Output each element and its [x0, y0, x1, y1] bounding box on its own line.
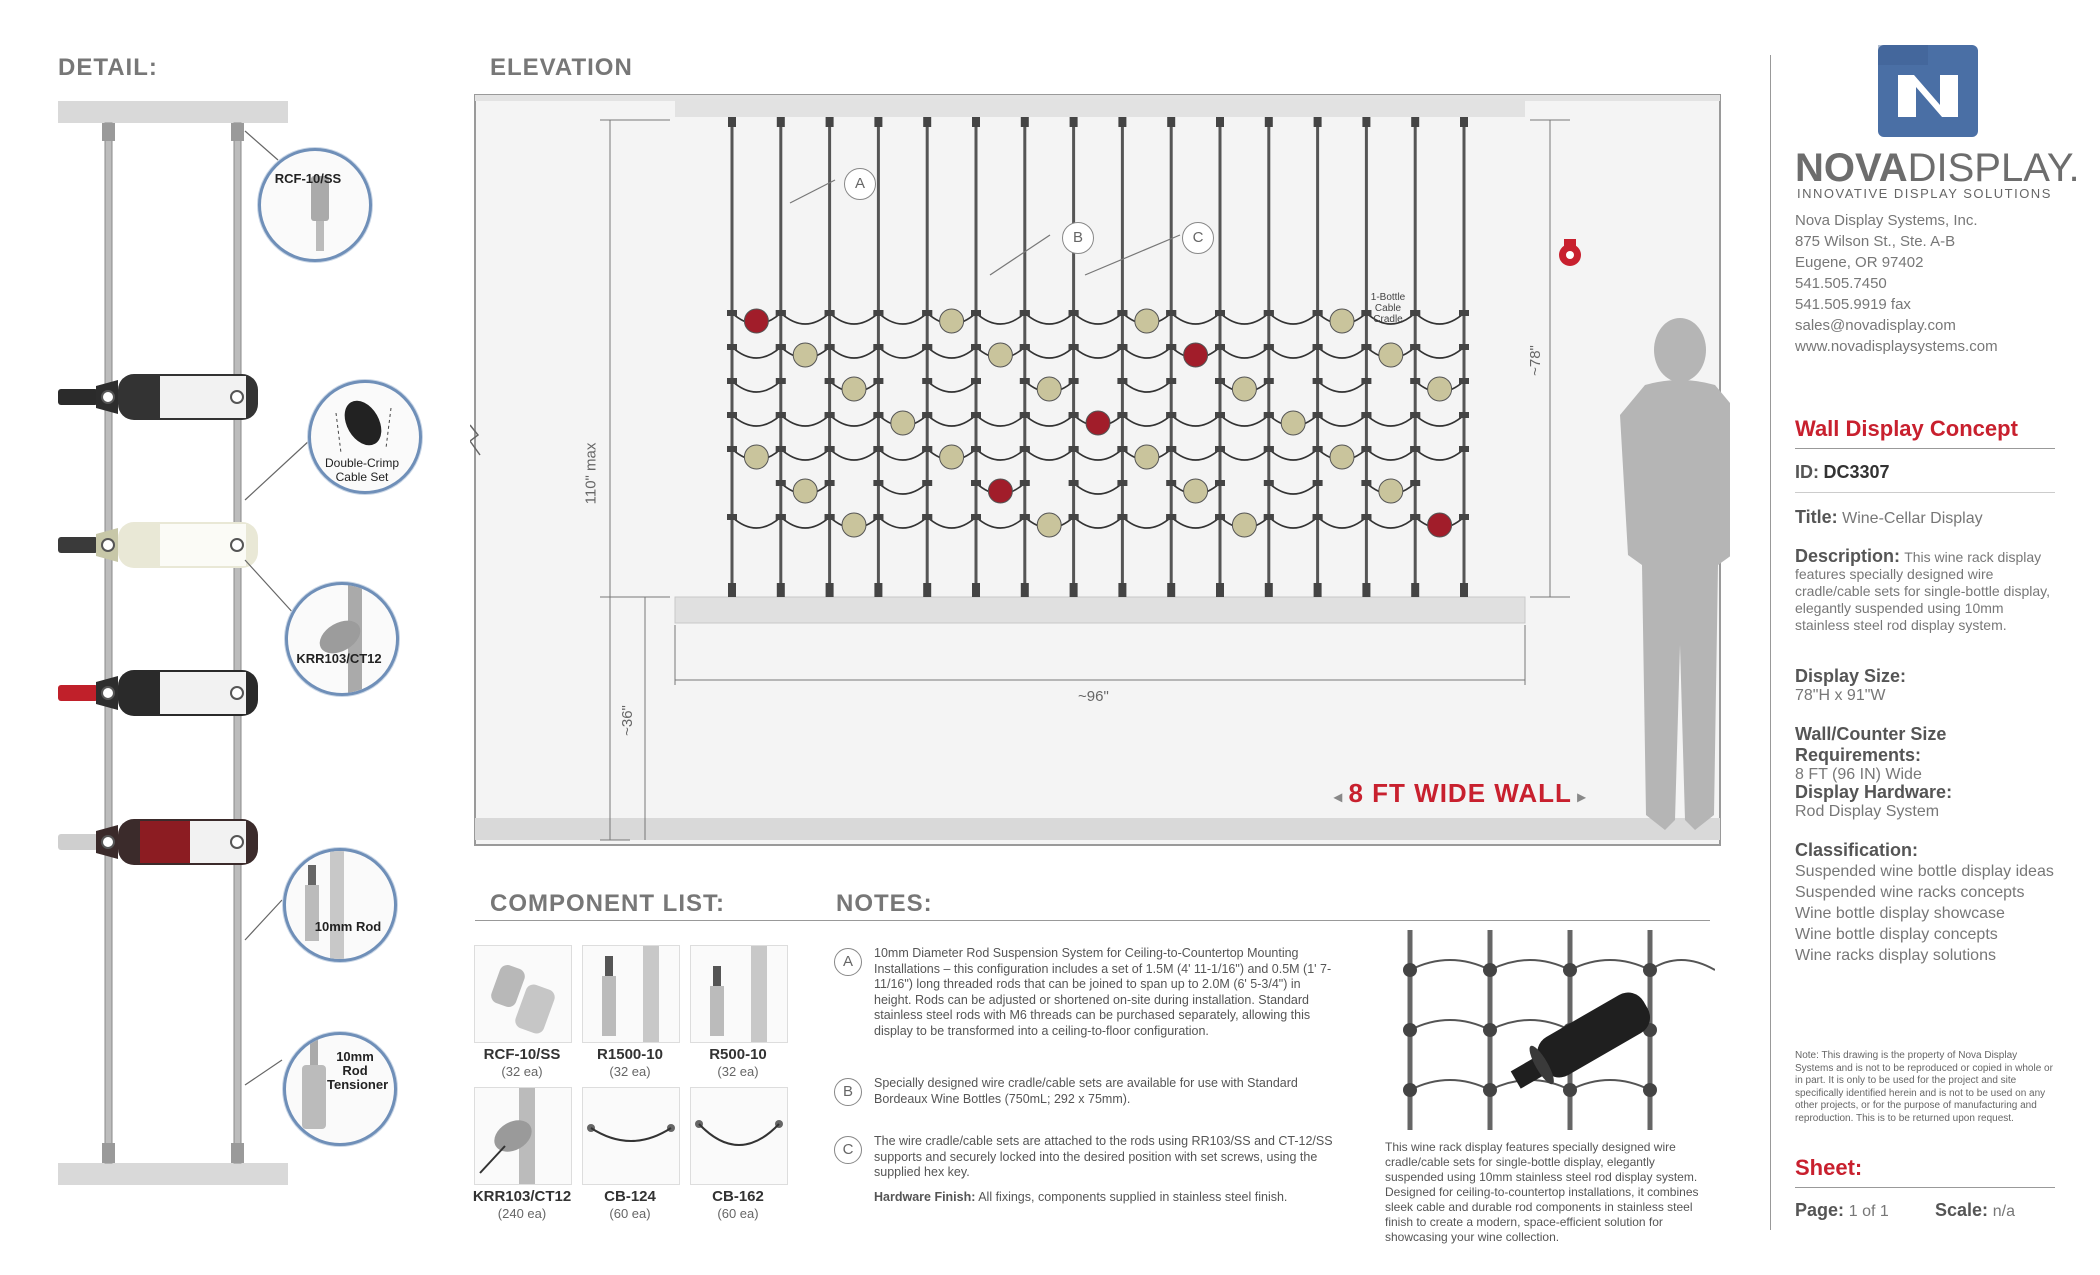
- rod-clamp: [1117, 514, 1127, 520]
- rod-clamp: [1361, 480, 1371, 486]
- bottle-end: [744, 309, 768, 333]
- rod-clamp: [1215, 514, 1225, 520]
- rod-clamp: [1020, 310, 1030, 316]
- description-row: [1795, 548, 2055, 634]
- callout-c: C: [1182, 222, 1214, 254]
- dim-width: ~96": [1078, 688, 1109, 705]
- dim-display-height: ~78": [1526, 345, 1544, 376]
- rod-clamp: [873, 310, 883, 316]
- rod-cap: [1460, 117, 1468, 127]
- component-qty: (60 ea): [717, 1206, 759, 1221]
- rod-clamp: [1361, 446, 1371, 452]
- rod-clamp: [1117, 480, 1127, 486]
- rod-tensioner: [777, 583, 785, 597]
- brand-name-bold: NOVA: [1795, 146, 1908, 190]
- rod-clamp: [1020, 344, 1030, 350]
- rod-clamp: [1410, 480, 1420, 486]
- countertop: [675, 597, 1525, 623]
- wall-value: 8 FT (96 IN) Wide: [1795, 766, 1922, 783]
- bottle-end: [1330, 309, 1354, 333]
- elevation-drawing: [470, 85, 1730, 855]
- component-qty: (32 ea): [501, 1064, 543, 1079]
- rod-clamp: [971, 310, 981, 316]
- rod-clamp: [1313, 378, 1323, 384]
- rod-tensioner: [1216, 583, 1224, 597]
- rod-clamp: [1166, 412, 1176, 418]
- detail-circle-rod: [283, 848, 397, 962]
- rod-clamp: [1069, 412, 1079, 418]
- rod-clamp: [1361, 344, 1371, 350]
- detail-cap: [231, 123, 244, 141]
- concept-title: Wall Display Concept: [1795, 416, 2018, 441]
- component-name: RCF-10/SS: [483, 1046, 561, 1063]
- rod-clamp: [1069, 446, 1079, 452]
- rod-tensioner: [1314, 583, 1322, 597]
- rod-clamp: [1361, 378, 1371, 384]
- component-tile-r1500: [582, 945, 680, 1043]
- rod-cap: [1265, 117, 1273, 127]
- rod-clamp: [1166, 480, 1176, 486]
- size-label: Display Size:: [1795, 666, 1907, 686]
- rod-cap: [972, 117, 980, 127]
- contact-email[interactable]: sales@novadisplay.com: [1795, 317, 1956, 334]
- rod-clamp: [727, 412, 737, 418]
- detail-drawing: [0, 0, 470, 1275]
- bottle-end: [988, 479, 1012, 503]
- scale-label: Scale:: [1935, 1200, 1989, 1220]
- classification-item: Wine racks display solutions: [1795, 947, 1996, 964]
- rod-tensioner: [1021, 583, 1029, 597]
- title-row: [1795, 507, 2055, 528]
- rod-clamp: [1410, 344, 1420, 350]
- rod-clamp: [727, 514, 737, 520]
- rod-clamp: [727, 310, 737, 316]
- component-tile-cb162: [690, 1087, 788, 1185]
- rod-clamp: [1361, 412, 1371, 418]
- detail-ceiling: [58, 101, 288, 123]
- rod-cap: [1411, 117, 1419, 127]
- rod-clamp: [1313, 446, 1323, 452]
- dim-height-max: 110" max: [582, 442, 600, 505]
- rod-clamp: [1313, 310, 1323, 316]
- rod-clamp: [1410, 310, 1420, 316]
- rod-clamp: [1020, 412, 1030, 418]
- component-name: KRR103/CT12: [472, 1188, 572, 1205]
- component-name: R500-10: [709, 1046, 767, 1063]
- component-name: R1500-10: [597, 1046, 663, 1063]
- bottle-end: [1232, 377, 1256, 401]
- bottle-end: [1379, 343, 1403, 367]
- note-badge-c: C: [834, 1136, 862, 1164]
- rod-clamp: [971, 446, 981, 452]
- rod-clamp: [1215, 412, 1225, 418]
- rod-clamp: [1020, 480, 1030, 486]
- rod-clamp: [1020, 446, 1030, 452]
- rod-clamp: [1166, 310, 1176, 316]
- title-value: Wine-Cellar Display: [1842, 510, 1983, 527]
- rod-clamp: [922, 412, 932, 418]
- bottle-end: [1184, 343, 1208, 367]
- rod-clamp: [776, 310, 786, 316]
- rod-cap: [826, 117, 834, 127]
- label-rcf: RCF-10/SS: [274, 171, 342, 186]
- label-rod: 10mm Rod: [314, 919, 382, 934]
- rod-clamp: [922, 344, 932, 350]
- rod-clamp: [1264, 310, 1274, 316]
- rod-clamp: [922, 310, 932, 316]
- component-tile-krr: [474, 1087, 572, 1185]
- rod-clamp: [1215, 310, 1225, 316]
- scale-value: n/a: [1992, 1203, 2016, 1220]
- component-qty: (32 ea): [717, 1064, 759, 1079]
- brand-name-light: DISPLAY.: [1907, 146, 2080, 190]
- contact-phone: 541.505.7450: [1795, 275, 1887, 292]
- detail-bottle: [58, 819, 258, 865]
- disclaimer: Note: This drawing is the property of Nova Display Systems and is not to be reproduced or copied in whole or in part. It is only to be used for the project and site specifically identified herein and is not to be used on any other projects, or for the purpose of manufacturing and reproduction. This is to be returned upon request.: [1795, 1050, 2053, 1124]
- bottle-end: [988, 343, 1012, 367]
- product-photo: [1385, 930, 1715, 1130]
- rod-clamp: [873, 446, 883, 452]
- bottle-end: [1135, 309, 1159, 333]
- one-bottle-label: 1-Bottle Cable Cradle: [1370, 292, 1406, 325]
- bottle-end: [891, 411, 915, 435]
- bottle-end: [842, 513, 866, 537]
- bottle-end: [1379, 479, 1403, 503]
- label-tensioner: 10mm Rod Tensioner: [327, 1049, 389, 1092]
- bottle-end: [1037, 513, 1061, 537]
- rod-cap: [1167, 117, 1175, 127]
- contact-address2: Eugene, OR 97402: [1795, 254, 1924, 271]
- bottle-end: [1428, 377, 1452, 401]
- rod-clamp: [1069, 514, 1079, 520]
- rod-clamp: [873, 412, 883, 418]
- rod-tensioner: [874, 583, 882, 597]
- rod-clamp: [1215, 344, 1225, 350]
- rod-clamp: [825, 412, 835, 418]
- bottle-end: [1330, 445, 1354, 469]
- rod-cap: [1314, 117, 1322, 127]
- rod-cap: [777, 117, 785, 127]
- rod-clamp: [1410, 378, 1420, 384]
- component-tile-cb124: [582, 1087, 680, 1185]
- rod-clamp: [873, 344, 883, 350]
- rod-tensioner: [1411, 583, 1419, 597]
- rod-clamp: [727, 378, 737, 384]
- rod-clamp: [1069, 310, 1079, 316]
- bottle-end: [1037, 377, 1061, 401]
- rod-clamp: [1215, 480, 1225, 486]
- hardware-value: Rod Display System: [1795, 803, 1940, 820]
- rod-clamp: [727, 344, 737, 350]
- title-label: Title:: [1795, 507, 1838, 527]
- rod-tensioner: [1460, 583, 1468, 597]
- detail-tensioner: [231, 1143, 244, 1163]
- notes-heading: NOTES:: [836, 890, 933, 917]
- rod-cap: [1362, 117, 1370, 127]
- rod-tensioner: [1265, 583, 1273, 597]
- rod-clamp: [1117, 412, 1127, 418]
- rod-clamp: [1264, 344, 1274, 350]
- rod-cap: [1021, 117, 1029, 127]
- classification-label: Classification:: [1795, 840, 1919, 860]
- detail-bottle: [58, 374, 258, 420]
- id-row: [1795, 462, 2055, 483]
- brand-wordmark: [1795, 146, 2080, 191]
- rod-clamp: [1313, 480, 1323, 486]
- rod-clamp: [1410, 514, 1420, 520]
- ceiling-panel: [675, 99, 1525, 117]
- rod-clamp: [776, 446, 786, 452]
- rod-cap: [728, 117, 736, 127]
- rod-clamp: [825, 310, 835, 316]
- rod-clamp: [1313, 412, 1323, 418]
- component-name: CB-124: [604, 1188, 656, 1205]
- bottle-end: [793, 343, 817, 367]
- rod-clamp: [922, 378, 932, 384]
- rod-cap: [1216, 117, 1224, 127]
- rod-clamp: [825, 514, 835, 520]
- detail-circle-krr: [285, 582, 399, 696]
- rod-clamp: [971, 514, 981, 520]
- rod-clamp: [727, 446, 737, 452]
- rod-clamp: [1215, 378, 1225, 384]
- rod-clamp: [1313, 344, 1323, 350]
- rod-clamp: [1117, 344, 1127, 350]
- detail-bottle: [58, 670, 258, 716]
- finish-text: All fixings, components supplied in stainless steel finish.: [978, 1190, 1288, 1204]
- contact-address1: 875 Wilson St., Ste. A-B: [1795, 233, 1956, 250]
- rod-clamp: [971, 480, 981, 486]
- note-badge-b: B: [834, 1078, 862, 1106]
- detail-bottle: [58, 522, 258, 568]
- bottle-end: [940, 445, 964, 469]
- rod-clamp: [873, 378, 883, 384]
- rod-clamp: [825, 480, 835, 486]
- rod-clamp: [873, 514, 883, 520]
- rod-clamp: [1459, 446, 1469, 452]
- elevation-heading: ELEVATION: [490, 54, 633, 81]
- rod-clamp: [1410, 446, 1420, 452]
- classification-item: Suspended wine racks concepts: [1795, 884, 2025, 901]
- photo-caption: This wine rack display features specially designed wire cradle/cable sets for single-bottle display, elegantly suspended using 10mm stainless steel rod display system. Designed for ceiling-to-countertop installations, it combines sleek cable and durable rod components in stainless steel finish to create a modern, space-efficient solution for showcasing your wine collection.: [1385, 1140, 1699, 1244]
- bottle-end: [1232, 513, 1256, 537]
- component-qty: (60 ea): [609, 1206, 651, 1221]
- detail-rod-left: [105, 123, 112, 1163]
- component-name: CB-162: [712, 1188, 764, 1205]
- bottle-end: [842, 377, 866, 401]
- bottle-end: [940, 309, 964, 333]
- component-qty: (240 ea): [497, 1206, 547, 1221]
- rod-clamp: [922, 446, 932, 452]
- rod-tensioner: [1118, 583, 1126, 597]
- rod-clamp: [1264, 480, 1274, 486]
- rod-tensioner: [1362, 583, 1370, 597]
- detail-rod-right: [234, 123, 241, 1163]
- rod-clamp: [1117, 310, 1127, 316]
- bottle-end: [1281, 411, 1305, 435]
- hardware-finish: [874, 1190, 1334, 1206]
- rod-clamp: [1020, 378, 1030, 384]
- bottle-end: [1184, 479, 1208, 503]
- rod-clamp: [825, 344, 835, 350]
- floor: [475, 818, 1720, 840]
- rod-tensioner: [923, 583, 931, 597]
- rod-clamp: [922, 514, 932, 520]
- rod-clamp: [1117, 378, 1127, 384]
- classification-row: [1795, 840, 2055, 966]
- rod-clamp: [971, 412, 981, 418]
- rod-tensioner: [972, 583, 980, 597]
- rod-clamp: [825, 378, 835, 384]
- nova-logo-mark: [1878, 45, 1978, 137]
- rod-clamp: [1117, 446, 1127, 452]
- note-c-text: The wire cradle/cable sets are attached to the rods using RR103/SS and CT-12/SS supports and securely locked into the desired position with set screws, using the supplied hex key.: [874, 1134, 1333, 1179]
- rod-cap: [1070, 117, 1078, 127]
- components-heading: COMPONENT LIST:: [490, 890, 725, 917]
- rod-clamp: [1459, 412, 1469, 418]
- bottle-end: [1135, 445, 1159, 469]
- page-label: Page:: [1795, 1200, 1845, 1220]
- rod-clamp: [1264, 446, 1274, 452]
- rod-tensioner: [728, 583, 736, 597]
- detail-counter: [58, 1163, 288, 1185]
- rod-tensioner: [1167, 583, 1175, 597]
- note-a-text: 10mm Diameter Rod Suspension System for Ceiling-to-Countertop Mounting Installations – this configuration includes a set of 1.5M (4' 11-1/16") and 0.5M (1' 7-11/16") long threaded rods that can be joined to span up to 2.0M (6' 5-3/4") in height. Rods can be adjusted or shortened on-site during installation. Standard stainless steel rods with M6 threads can be purchased separately, allowing this display to be transformed into a ceiling-to-floor configuration.: [874, 946, 1332, 1038]
- rod-clamp: [1166, 378, 1176, 384]
- description-label: Description:: [1795, 546, 1901, 566]
- contact-fax: 541.505.9919 fax: [1795, 296, 1911, 313]
- rod-clamp: [922, 480, 932, 486]
- rod-clamp: [1313, 514, 1323, 520]
- rod-clamp: [1459, 310, 1469, 316]
- label-double-crimp: Double-Crimp Cable Set: [324, 456, 400, 484]
- bottle-end: [1086, 411, 1110, 435]
- rod-clamp: [1166, 344, 1176, 350]
- rod-clamp: [1069, 378, 1079, 384]
- page-row: [1795, 1200, 1889, 1221]
- detail-cap: [102, 123, 115, 141]
- rod-clamp: [1215, 446, 1225, 452]
- classification-item: Wine bottle display concepts: [1795, 926, 1998, 943]
- id-value: DC3307: [1823, 462, 1890, 482]
- rod-clamp: [776, 412, 786, 418]
- detail-circle-rcf: [258, 148, 372, 262]
- note-b-text: Specially designed wire cradle/cable sets are available for use with Standard Bordeaux Wine Bottles (750mL; 292 x 75mm).: [874, 1076, 1298, 1106]
- detail-heading: DETAIL:: [58, 54, 158, 81]
- wall-row: [1795, 724, 2055, 784]
- wall-label: Wall/Counter Size Requirements:: [1795, 724, 1947, 765]
- hardware-label: Display Hardware:: [1795, 782, 1953, 802]
- brand-tagline: INNOVATIVE DISPLAY SOLUTIONS: [1797, 186, 2052, 201]
- rod-clamp: [1020, 514, 1030, 520]
- contact-website[interactable]: www.novadisplaysystems.com: [1795, 338, 1998, 355]
- rod-clamp: [1166, 446, 1176, 452]
- bottle-end: [744, 445, 768, 469]
- description-value: This wine rack display features specially designed wire cradle/cable sets for single-bottle display, elegantly suspended using 10mm stainless steel rod display system.: [1795, 549, 2050, 633]
- classification-item: Wine bottle display showcase: [1795, 905, 2005, 922]
- component-tile-rcf: [474, 945, 572, 1043]
- rod-clamp: [1459, 378, 1469, 384]
- label-krr: KRR103/CT12: [296, 651, 382, 666]
- size-value: 78"H x 91"W: [1795, 687, 1886, 704]
- rod-clamp: [873, 480, 883, 486]
- rod-clamp: [1264, 378, 1274, 384]
- rod-clamp: [1264, 412, 1274, 418]
- rod-cap: [1118, 117, 1126, 127]
- rod-clamp: [1459, 514, 1469, 520]
- rod-clamp: [1264, 514, 1274, 520]
- rod-clamp: [971, 378, 981, 384]
- rod-clamp: [971, 344, 981, 350]
- finish-label: Hardware Finish:: [874, 1190, 976, 1204]
- callout-a: A: [844, 168, 876, 200]
- rod-clamp: [1069, 344, 1079, 350]
- sheet-label: Sheet:: [1795, 1155, 1863, 1180]
- rod-clamp: [776, 514, 786, 520]
- hardware-row: [1795, 782, 2055, 821]
- wall-width-label: ◂ 8 FT WIDE WALL ▸: [1334, 778, 1587, 808]
- detail-tensioner: [102, 1143, 115, 1163]
- scale-row: [1935, 1200, 2015, 1221]
- rod-cap: [874, 117, 882, 127]
- rod-clamp: [776, 378, 786, 384]
- wall: [475, 95, 1720, 845]
- rod-clamp: [1069, 480, 1079, 486]
- rod-clamp: [1361, 514, 1371, 520]
- classification-item: Suspended wine bottle display ideas: [1795, 863, 2054, 880]
- wall-width-text: 8 FT WIDE WALL: [1348, 778, 1572, 808]
- callout-b: B: [1062, 222, 1094, 254]
- rod-clamp: [1166, 514, 1176, 520]
- note-badge-a: A: [834, 948, 862, 976]
- rod-clamp: [776, 344, 786, 350]
- id-label: ID:: [1795, 462, 1819, 482]
- rod-cap: [923, 117, 931, 127]
- bottle-end: [1428, 513, 1452, 537]
- contact-company: Nova Display Systems, Inc.: [1795, 212, 1978, 229]
- component-tile-r500: [690, 945, 788, 1043]
- page-value: 1 of 1: [1848, 1203, 1889, 1220]
- dim-counter-height: ~36": [618, 705, 636, 736]
- component-qty: (32 ea): [609, 1064, 651, 1079]
- rod-tensioner: [1070, 583, 1078, 597]
- rod-clamp: [1459, 344, 1469, 350]
- bottle-end: [793, 479, 817, 503]
- rod-clamp: [776, 480, 786, 486]
- rod-clamp: [1410, 412, 1420, 418]
- rod-tensioner: [826, 583, 834, 597]
- size-row: [1795, 666, 2055, 705]
- rod-clamp: [825, 446, 835, 452]
